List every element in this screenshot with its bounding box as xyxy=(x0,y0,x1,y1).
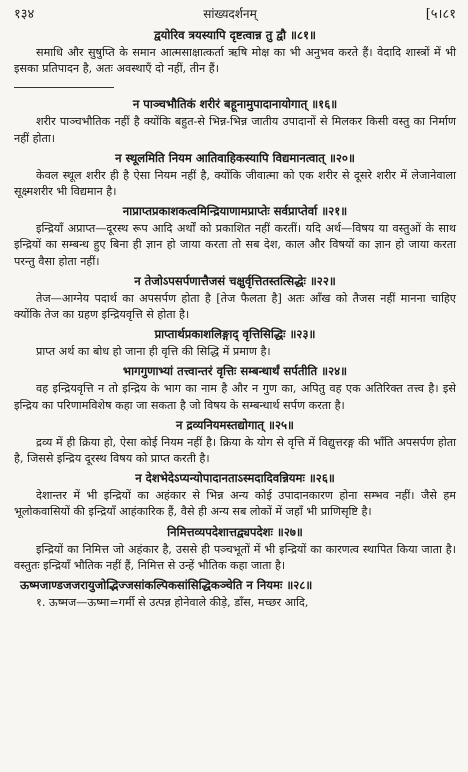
sutra-heading: न पाञ्चभौतिकं शरीरं बहूनामुपादानायोगात् ॥१६॥ xyxy=(132,97,338,112)
commentary-paragraph: द्रव्य में ही क्रिया हो, ऐसा कोई नियम नहीं है। क्रिया के योग से वृत्ति में विद्युत्तरङ्ग की भाँति अपसर्पण होता है, जिससे इन्द्रिय दूरस्थ विषय को प्राप्त करती है। xyxy=(14,435,456,466)
sutra-heading: न द्रव्यनियमस्तद्योगात् ॥२५॥ xyxy=(176,417,294,432)
commentary-paragraph: तेज—आग्नेय पदार्थ का अपसर्पण होता है [तेज फैलता है] अतः आँख को तैजस नहीं मानना चाहिए क्योंकि तेज का ग्रहण इन्द्रियवृत्ति से होता है। xyxy=(14,291,456,322)
page-number: १३४ xyxy=(14,7,35,22)
sutra-heading: ऊष्मजाण्डजजरायुजोद्भिज्जसांकल्पिकसांसिद्धिकञ्चेति न नियमः ॥२८॥ xyxy=(20,578,313,593)
commentary-paragraph: देशान्तर में भी इन्द्रियों का अहंकार से भिन्न अन्य कोई उपादानकारण होना सम्भव नहीं। जैसे हम भूलोकवासियों की इन्द्रियाँ आहंकारिक हैं, वैसे ही अन्य सब लोकों में जहाँ भी प्राणिसृष्टि है। xyxy=(14,489,456,519)
running-title: सांख्यदर्शनम् xyxy=(203,7,257,21)
sutra-heading: न देशभेदेऽप्यन्योपादानताऽस्मदादिवन्नियमः ॥२६॥ xyxy=(135,471,335,486)
sutra-heading: नाप्राप्तप्रकाशकत्वमिन्द्रियाणामप्राप्तेः सर्वप्राप्तेर्वा ॥२१॥ xyxy=(122,204,348,219)
commentary-paragraph: इन्द्रियों का निमित्त जो अहंकार है, उससे ही पञ्चभूतों में भी इन्द्रियों का कारणत्व स्थापित किया जाता है। वस्तुतः इन्द्रियाँ भौतिक नहीं हैं, निमित्त से उन्हें भौतिक कहा जाता है। xyxy=(14,542,456,572)
sutra-heading: प्राप्तार्थप्रकाशलिङ्गाद् वृत्तिसिद्धिः ॥२३॥ xyxy=(154,327,316,342)
sutra-heading: निमित्तव्यपदेशात्तद्व्यपदेशः ॥२७॥ xyxy=(167,524,303,539)
sutra-reference: [५।८१ xyxy=(425,7,456,22)
page-header xyxy=(14,4,456,24)
sutra-heading: द्वयोरिव त्रयस्यापि दृष्टत्वान्न तु द्वौ ॥८१॥ xyxy=(154,28,316,42)
commentary-paragraph: वह इन्द्रियवृत्ति न तो इन्द्रिय के भाग का नाम है और न गुण का, अपितु वह एक अतिरिक्त तत्त्व है। इसे इन्द्रिय का परिणामविशेष कहा जा सकता है जो विषय के सम्बन्धार्थ सर्पण करता है। xyxy=(14,382,456,412)
sutra-heading: न तेजोऽपसर्पणात्तैजसं चक्षुर्वृत्तितस्तत्सिद्धेः ॥२२॥ xyxy=(134,273,336,288)
section-divider xyxy=(14,87,114,88)
sutra-heading: भागगुणाभ्यां तत्त्वान्तरं वृत्तिः सम्बन्धार्थं सर्पतीति ॥२४॥ xyxy=(122,364,348,379)
commentary-paragraph: १. ऊष्मज—ऊष्मा=गर्मी से उत्पन्न होनेवाले कीड़े, डाँस, मच्छर आदि, xyxy=(36,596,309,610)
commentary-paragraph: केवल स्थूल शरीर ही है ऐसा नियम नहीं है, क्योंकि जीवात्मा को एक शरीर से दूसरे शरीर में लेजानेवाला सूक्ष्मशरीर भी विद्यमान है। xyxy=(14,168,456,199)
commentary-paragraph: शरीर पाञ्चभौतिक नहीं है क्योंकि बहुत-से भिन्न-भिन्न जातीय उपादानों से मिलकर किसी वस्तु का निर्माण नहीं होता। xyxy=(14,115,456,145)
commentary-paragraph: इन्द्रियाँ अप्राप्त—दूरस्थ रूप आदि अर्थों को प्रकाशित नहीं करतीं। यदि अर्थ—विषय या वस्तुओं के साथ इन्द्रियों का सम्बन्ध हुए बिना ही ज्ञान हो जाया करता तो सब देश, काल और विषयों का ज्ञान हो जाया करता परन्तु वैसा होता नहीं। xyxy=(14,222,456,268)
sutra-heading: न स्थूलमिति नियम आतिवाहिकस्यापि विद्यमानत्वात् ॥२०॥ xyxy=(115,150,355,165)
commentary-paragraph: प्राप्त अर्थ का बोध हो जाना ही वृत्ति की सिद्धि में प्रमाण है। xyxy=(36,345,271,359)
commentary-paragraph: समाधि और सुषुप्ति के समान आत्मसाक्षात्कर्ता ऋषि मोक्ष का भी अनुभव करते हैं। वेदादि शास्त्रों में भी इसका प्रतिपादन है, अतः अवस्थाएँ दो नहीं, तीन हैं। xyxy=(14,46,456,76)
